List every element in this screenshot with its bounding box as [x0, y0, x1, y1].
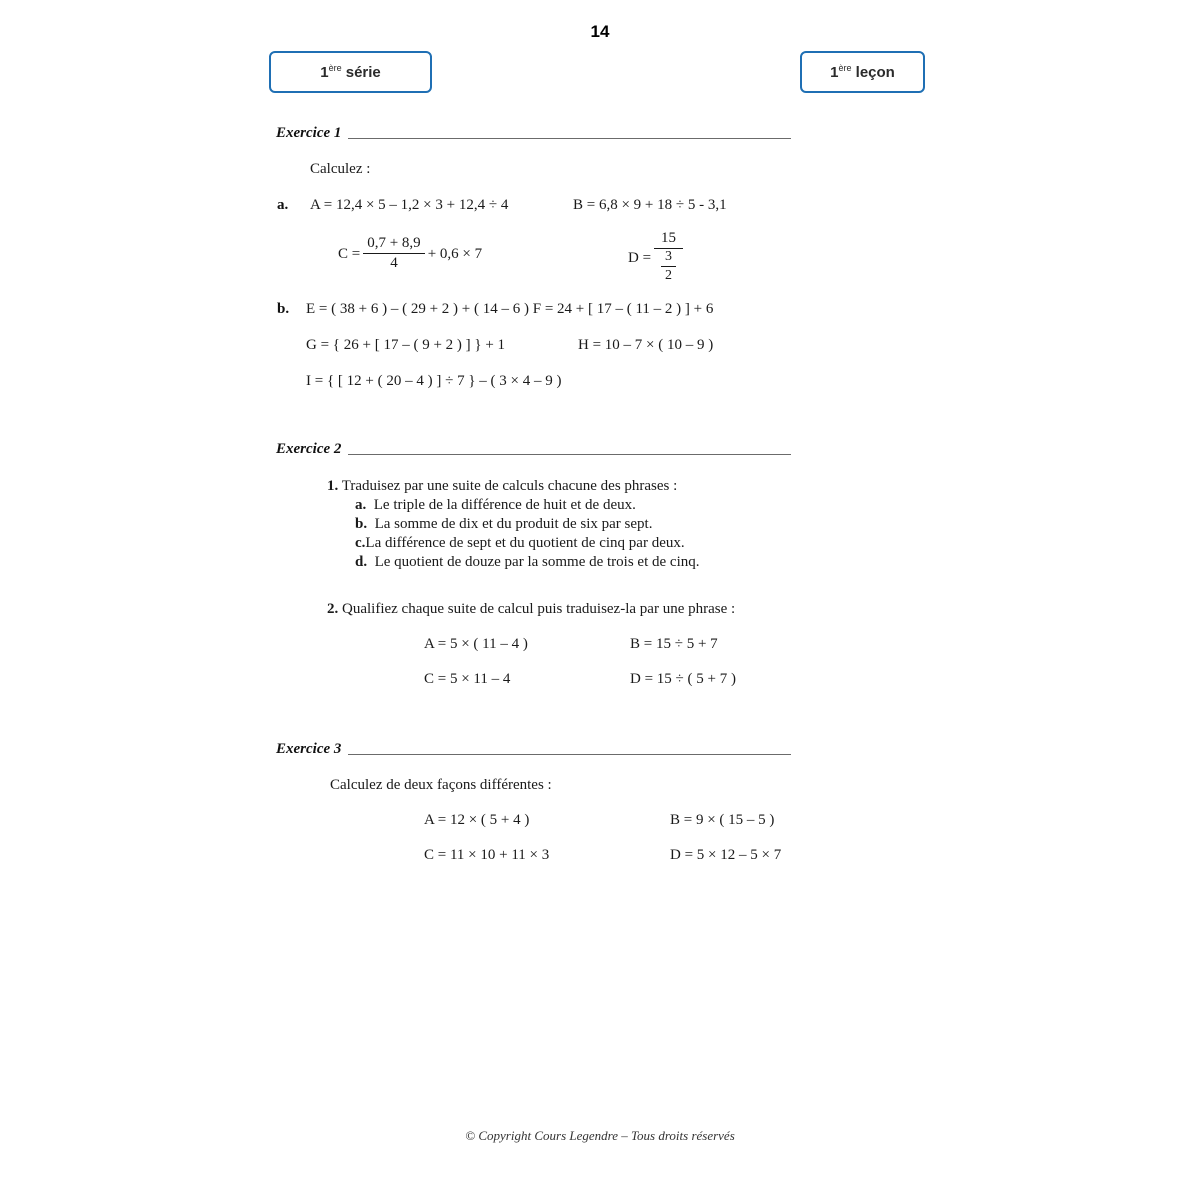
- exercise-3-expression-D: D = 5 × 12 – 5 × 7: [670, 847, 782, 863]
- exercise-2-question-2-number: 2.: [327, 601, 339, 617]
- exercise-2-q1-item-d: [355, 554, 700, 571]
- exercise-2-q1-item-a-letter: a.: [355, 497, 367, 513]
- fraction-C-denominator: 4: [363, 253, 424, 272]
- exercise-2-heading: [276, 441, 791, 458]
- exercise-1-b-line-1: E = ( 38 + 6 ) – ( 29 + 2 ) + ( 14 – 6 ) F = 24 + [ 17 – ( 11 – 2 ) ] + 6: [306, 301, 714, 317]
- fraction-D: [654, 230, 683, 285]
- exercise-2-question-2: [327, 601, 735, 618]
- exercise-2-q1-item-d-text: Le quotient de douze par la somme de trois et de cinq.: [374, 554, 700, 570]
- badge-lecon: [800, 51, 925, 93]
- exercise-2-expression-D: D = 15 ÷ ( 5 + 7 ): [630, 671, 736, 687]
- fraction-D-inner: [661, 249, 676, 284]
- badge-serie: [269, 51, 432, 93]
- expression-D-prefix: D =: [628, 250, 652, 266]
- exercise-2-q1-item-a: [355, 497, 636, 514]
- exercise-1-b-expression-G: G = { 26 + [ 17 – ( 9 + 2 ) ] } + 1: [306, 337, 506, 353]
- exercise-2-q1-item-d-letter: d.: [355, 554, 368, 570]
- exercise-2-question-2-text: Qualifiez chaque suite de calcul puis traduisez-la par une phrase :: [338, 601, 736, 617]
- exercise-2-expression-B: B = 15 ÷ 5 + 7: [630, 636, 718, 652]
- heading-rule: [348, 454, 791, 455]
- exercise-2-question-1: [327, 478, 677, 495]
- exercise-1-b-expression-H: H = 10 – 7 × ( 10 – 9 ): [578, 337, 714, 353]
- exercise-3-expression-A: A = 12 × ( 5 + 4 ): [424, 812, 530, 828]
- heading-rule: [348, 754, 791, 755]
- exercise-1-item-a-letter: a.: [277, 197, 289, 213]
- exercise-2-expression-A: A = 5 × ( 11 – 4 ): [424, 636, 528, 652]
- exercise-3-instruction: Calculez de deux façons différentes :: [330, 777, 552, 793]
- exercise-2-q1-item-c: [355, 535, 685, 552]
- fraction-D-inner-numerator: 3: [665, 249, 673, 264]
- fraction-D-denominator: [654, 248, 683, 285]
- exercise-2-expression-C: C = 5 × 11 – 4: [424, 671, 511, 687]
- exercise-2-q1-item-b: [355, 516, 652, 533]
- exercise-1-heading: [276, 125, 791, 142]
- expression-C-suffix: + 0,6 × 7: [427, 246, 483, 262]
- exercise-3-heading: [276, 741, 791, 758]
- exercise-2-title: Exercice 2: [276, 441, 342, 457]
- exercise-1-b-expression-I: I = { [ 12 + ( 20 – 4 ) ] ÷ 7 } – ( 3 × 4 – 9 ): [306, 373, 562, 389]
- exercise-1-a-expression-D: [628, 231, 686, 286]
- exercise-1-instruction: Calculez :: [310, 161, 371, 177]
- exercise-2-question-1-text: Traduisez par une suite de calculs chacune des phrases :: [338, 478, 678, 494]
- badge-serie-label: 1ère série: [320, 63, 381, 81]
- fraction-C-numerator: 0,7 + 8,9: [367, 235, 421, 251]
- badge-lecon-label: 1ère leçon: [830, 63, 895, 81]
- exercise-3-expression-C: C = 11 × 10 + 11 × 3: [424, 847, 550, 863]
- exercise-1-a-expression-B: B = 6,8 × 9 + 18 ÷ 5 - 3,1: [573, 197, 727, 213]
- page-number: 14: [590, 22, 610, 41]
- exercise-2-q1-item-b-letter: b.: [355, 516, 368, 532]
- exercise-1-item-b-letter: b.: [277, 301, 290, 317]
- exercise-3-title: Exercice 3: [276, 741, 342, 757]
- exercise-2-q1-item-b-text: La somme de dix et du produit de six par sept.: [374, 516, 653, 532]
- fraction-D-numerator: 15: [661, 230, 677, 246]
- expression-C-prefix: C =: [338, 246, 361, 262]
- fraction-C: [363, 235, 424, 272]
- footer-copyright: © Copyright Cours Legendre – Tous droits réservés: [465, 1128, 735, 1143]
- exercise-2-question-1-number: 1.: [327, 478, 339, 494]
- exercise-2-q1-item-c-text: La différence de sept et du quotient de cinq par deux.: [365, 535, 685, 551]
- fraction-D-inner-denominator: 2: [661, 266, 676, 284]
- exercise-2-q1-item-a-text: Le triple de la différence de huit et de deux.: [373, 497, 636, 513]
- exercise-1-a-expression-C: [338, 236, 482, 273]
- exercise-1-title: Exercice 1: [276, 125, 342, 141]
- exercise-2-q1-item-c-letter: c.: [355, 535, 366, 551]
- exercise-3-expression-B: B = 9 × ( 15 – 5 ): [670, 812, 775, 828]
- heading-rule: [348, 138, 791, 139]
- exercise-1-a-expression-A: A = 12,4 × 5 – 1,2 × 3 + 12,4 ÷ 4: [310, 197, 509, 213]
